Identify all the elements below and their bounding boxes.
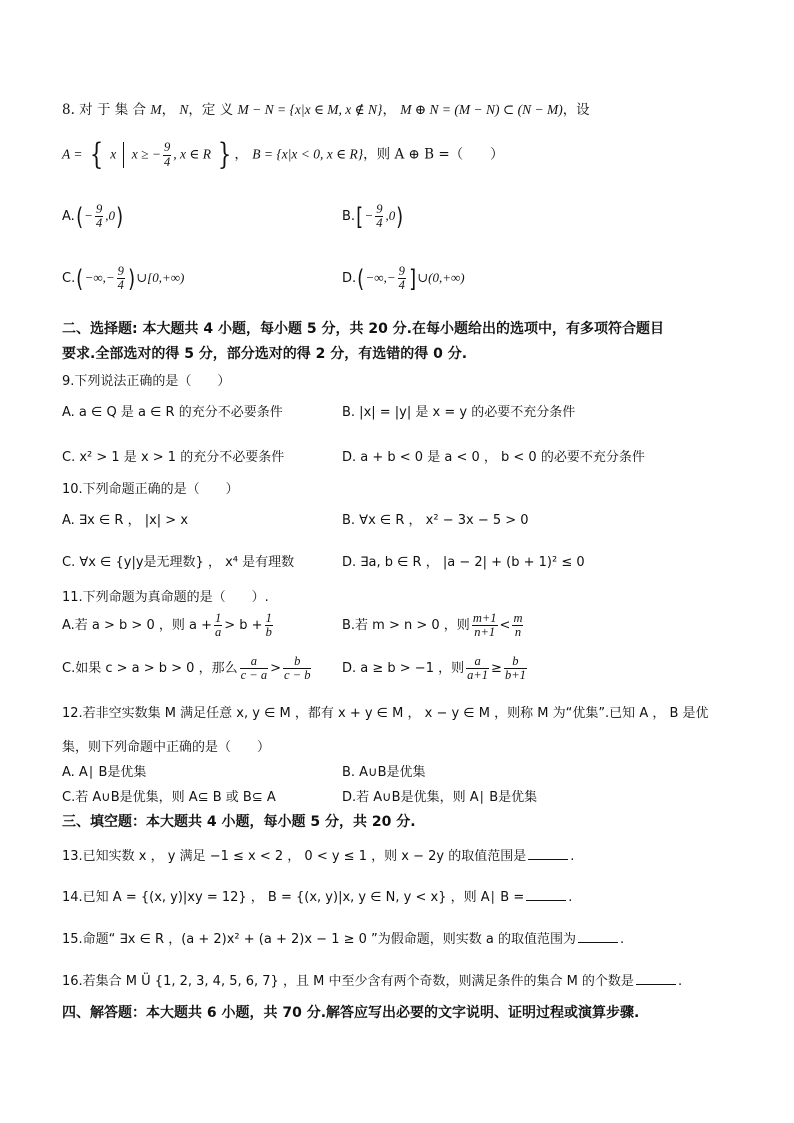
q8-set-a-bar bbox=[123, 142, 124, 168]
q11-b-d1: n+1 bbox=[472, 625, 498, 639]
section-4-heading: 四、解答题：本大题共 6 小题，共 70 分.解答应写出必要的文字说明、证明过程或演算步骤. bbox=[62, 1005, 640, 1021]
q16 bbox=[62, 970, 682, 989]
q11-option-b-pre: B.若 m > n > 0 ，则 bbox=[342, 618, 470, 634]
q11-option-b-frac1 bbox=[472, 612, 498, 639]
q8-option-a-label: A. bbox=[62, 209, 75, 225]
q15 bbox=[62, 928, 624, 947]
q8-set-a-num: 9 bbox=[164, 140, 171, 155]
q11-option-c-pre: C.如果 c > a > b > 0 ，那么 bbox=[62, 661, 238, 677]
q8-option-a-den: 4 bbox=[95, 216, 103, 231]
q14-answer-blank[interactable] bbox=[526, 899, 566, 901]
q8-option-d bbox=[342, 265, 465, 292]
q12-option-a: A. A∣ B是优集 bbox=[62, 765, 147, 780]
q15-answer-blank[interactable] bbox=[578, 941, 618, 943]
q8-option-c-pre: −∞,− bbox=[84, 270, 115, 286]
q13-text: 13.已知实数 x ， y 满足 −1 ≤ x < 2 ， 0 < y ≤ 1 ，则 x − 2y 的取值范围是 bbox=[62, 849, 527, 864]
q8-option-b-label: B. bbox=[342, 209, 356, 225]
q8-set-n: N bbox=[179, 102, 189, 117]
q8-option-b bbox=[342, 203, 405, 230]
q11-d-d1: a+1 bbox=[467, 668, 489, 683]
q8-option-a-close: ) bbox=[116, 202, 124, 231]
q11-a-d1: a bbox=[215, 625, 222, 640]
q14 bbox=[62, 886, 572, 905]
q8-option-d-label: D. bbox=[342, 271, 357, 287]
q8-option-d-pre: −∞,− bbox=[365, 270, 396, 286]
q11-stem: 11.下列命题为真命题的是（ ）. bbox=[62, 590, 269, 605]
q8-option-d-den: 4 bbox=[398, 278, 405, 293]
q11-option-b-frac2 bbox=[512, 612, 523, 639]
section-2-heading: 二、选择题: 本大题共 4 小题，每小题 5 分，共 20 分.在每小题给出的选项中，有多项符合题目 bbox=[62, 321, 664, 337]
q8-option-d-close: ] bbox=[409, 264, 417, 293]
q15-text: 15.命题“ ∃x ∈ R ，(a + 2)x² + (a + 2)x − 1 ≥ 0 ”为假命题，则实数 a 的取值范围为 bbox=[62, 932, 576, 947]
q8-line1 bbox=[62, 98, 590, 118]
q11-option-d-mid: ≥ bbox=[491, 661, 502, 677]
q16-answer-blank[interactable] bbox=[636, 983, 676, 985]
q8-option-c-num: 9 bbox=[117, 264, 124, 278]
q10-stem: 10.下列命题正确的是（ ） bbox=[62, 482, 239, 497]
q8-option-b-open: [ bbox=[356, 202, 364, 231]
q8-line2 bbox=[62, 137, 504, 172]
q11-a-n1: 1 bbox=[215, 611, 222, 625]
q8-sep1: ， bbox=[161, 102, 176, 118]
q15-end: . bbox=[620, 932, 625, 947]
q11-c-n2: b bbox=[294, 654, 301, 668]
q8-set-a-cond-post: , x ∈ R bbox=[173, 146, 212, 162]
q11-a-d2: b bbox=[265, 625, 272, 640]
q8-option-c-den: 4 bbox=[117, 278, 124, 293]
q13-answer-blank[interactable] bbox=[528, 858, 568, 860]
q8-option-c bbox=[62, 265, 184, 292]
q16-text: 16.若集合 M Ü {1, 2, 3, 4, 5, 6, 7} ，且 M 中至少含有两个奇数，则满足条件的集合 M 的个数是 bbox=[62, 974, 634, 989]
q8-option-b-pre: − bbox=[364, 208, 374, 224]
q8-option-c-fraction bbox=[117, 265, 125, 292]
section-2-heading-line2: 要求.全部选对的得 5 分，部分选对的得 2 分，有选错的得 0 分. bbox=[62, 346, 468, 362]
q11-a-n2: 1 bbox=[265, 611, 272, 625]
q11-b-d2: n bbox=[512, 625, 523, 639]
q9-stem: 9.下列说法正确的是（ ） bbox=[62, 374, 231, 389]
q12-stem-line1: 12.若非空实数集 M 满足任意 x, y ∈ M ，都有 x + y ∈ M ， x − y ∈ M ，则称 M 为“优集”.已知 A ， B 是优 bbox=[62, 706, 709, 721]
q11-option-c-frac2 bbox=[283, 655, 311, 682]
q9-option-d: D. a + b < 0 是 a < 0 ， b < 0 的必要不充分条件 bbox=[342, 450, 645, 465]
q8-difference-definition: M − N = {x|x ∈ M, x ∉ N} bbox=[237, 102, 383, 117]
q11-c-d1: c − a bbox=[240, 668, 268, 683]
q11-d-n2: b bbox=[512, 654, 519, 668]
q13-end: . bbox=[570, 849, 575, 864]
q8-number-text: 8. 对 于 集 合 bbox=[62, 102, 147, 118]
q11-option-c-frac1 bbox=[240, 655, 268, 682]
q8-option-b-close: ) bbox=[396, 202, 404, 231]
q8-sep2: ，定 义 bbox=[188, 102, 234, 118]
q8-option-b-post: ,0 bbox=[385, 208, 396, 224]
q8-option-c-tail: ∪[0,+∞) bbox=[136, 270, 185, 286]
q8-option-a-post: ,0 bbox=[105, 208, 115, 224]
q11-option-a-frac2 bbox=[265, 612, 273, 639]
q8-set-a-rbrace: } bbox=[218, 137, 232, 172]
q11-option-b bbox=[342, 612, 525, 639]
q14-text: 14.已知 A = {(x, y)|xy = 12} ， B = {(x, y)|x, y ∈ N, y < x} ，则 A∣ B = bbox=[62, 890, 525, 905]
q8-option-b-den: 4 bbox=[376, 216, 383, 231]
q8-option-d-num: 9 bbox=[398, 264, 405, 278]
q8-option-a-open: ( bbox=[75, 202, 83, 231]
q8-set-a-prefix: A = bbox=[62, 146, 83, 162]
q8-set-a-den: 4 bbox=[164, 154, 171, 169]
q8-oplus-definition: M ⊕ N = (M − N) ⊂ (N − M) bbox=[400, 102, 563, 117]
q8-set-m: M bbox=[150, 102, 162, 117]
q8-option-d-fraction bbox=[398, 265, 406, 292]
q11-d-d2: b+1 bbox=[504, 668, 526, 683]
q14-end: . bbox=[568, 890, 573, 905]
q11-c-d2: c − b bbox=[283, 668, 311, 683]
q11-option-a-pre: A.若 a > b > 0 ，则 a + bbox=[62, 618, 212, 634]
q8-option-c-open: ( bbox=[76, 264, 84, 293]
q11-c-n1: a bbox=[250, 654, 257, 668]
q9-option-b: B. |x| = |y| 是 x = y 的必要不充分条件 bbox=[342, 405, 576, 420]
q10-option-a: A. ∃x ∈ R ， |x| > x bbox=[62, 513, 189, 528]
q8-option-c-close: ) bbox=[128, 264, 136, 293]
q11-option-d bbox=[342, 655, 529, 682]
q8-option-a-pre: − bbox=[84, 208, 93, 224]
q8-set-a-cond-pre: x ≥ − bbox=[131, 146, 162, 162]
q8-option-b-fraction bbox=[375, 203, 383, 230]
q8-set-b: B = {x|x < 0, x ∈ R} bbox=[252, 146, 364, 162]
q10-option-c: C. ∀x ∈ {y|y是无理数} ， x⁴ 是有理数 bbox=[62, 555, 295, 570]
q8-set-a-lbrace: { bbox=[89, 137, 104, 172]
q8-option-a-num: 9 bbox=[95, 202, 103, 216]
q16-end: . bbox=[677, 974, 683, 989]
q8-option-a-fraction bbox=[95, 203, 103, 230]
q12-option-c: C.若 A∪B是优集，则 A⊆ B 或 B⊆ A bbox=[62, 790, 276, 805]
q8-question: ，则 A ⊕ B =（ ） bbox=[363, 146, 504, 163]
q9-option-a: A. a ∈ Q 是 a ∈ R 的充分不必要条件 bbox=[62, 405, 283, 420]
q11-b-n1: m+1 bbox=[472, 611, 497, 625]
q8-line1-end: ，设 bbox=[562, 102, 590, 118]
q12-stem-line2: 集，则下列命题中正确的是（ ） bbox=[62, 740, 271, 755]
q11-option-d-frac2 bbox=[504, 655, 527, 682]
q13 bbox=[62, 845, 574, 864]
q8-set-a-fraction bbox=[163, 141, 171, 168]
q11-option-c-mid: > bbox=[270, 661, 281, 677]
q11-option-d-pre: D. a ≥ b > −1 ，则 bbox=[342, 661, 465, 677]
q11-d-n1: a bbox=[474, 654, 481, 668]
q8-option-b-num: 9 bbox=[376, 202, 383, 216]
q11-option-a-mid: > b + bbox=[224, 618, 263, 634]
q11-option-a-frac1 bbox=[214, 612, 222, 639]
q11-option-a bbox=[62, 612, 275, 639]
q11-option-b-mid: < bbox=[499, 618, 511, 634]
q11-b-n2: m bbox=[513, 611, 523, 625]
q10-option-d: D. ∃a, b ∈ R ， |a − 2| + (b + 1)² ≤ 0 bbox=[342, 555, 585, 570]
q8-option-d-tail: ∪(0,+∞) bbox=[417, 270, 465, 286]
q8-option-d-open: ( bbox=[357, 264, 365, 293]
q10-option-b: B. ∀x ∈ R ， x² − 3x − 5 > 0 bbox=[342, 513, 529, 528]
q9-option-c: C. x² > 1 是 x > 1 的充分不必要条件 bbox=[62, 450, 285, 465]
q8-option-a bbox=[62, 203, 124, 230]
q8-option-c-label: C. bbox=[62, 271, 76, 287]
q11-option-d-frac1 bbox=[466, 655, 489, 682]
section-3-heading: 三、填空题：本大题共 4 小题，每小题 5 分，共 20 分. bbox=[62, 814, 416, 830]
q11-option-c bbox=[62, 655, 313, 682]
q12-option-b: B. A∪B是优集 bbox=[342, 765, 426, 780]
q12-option-d: D.若 A∪B是优集，则 A∣ B是优集 bbox=[342, 790, 538, 805]
q8-set-a-var: x bbox=[110, 146, 117, 162]
q8-sep3: ， bbox=[382, 102, 396, 118]
q8-comma: ， bbox=[234, 146, 248, 163]
